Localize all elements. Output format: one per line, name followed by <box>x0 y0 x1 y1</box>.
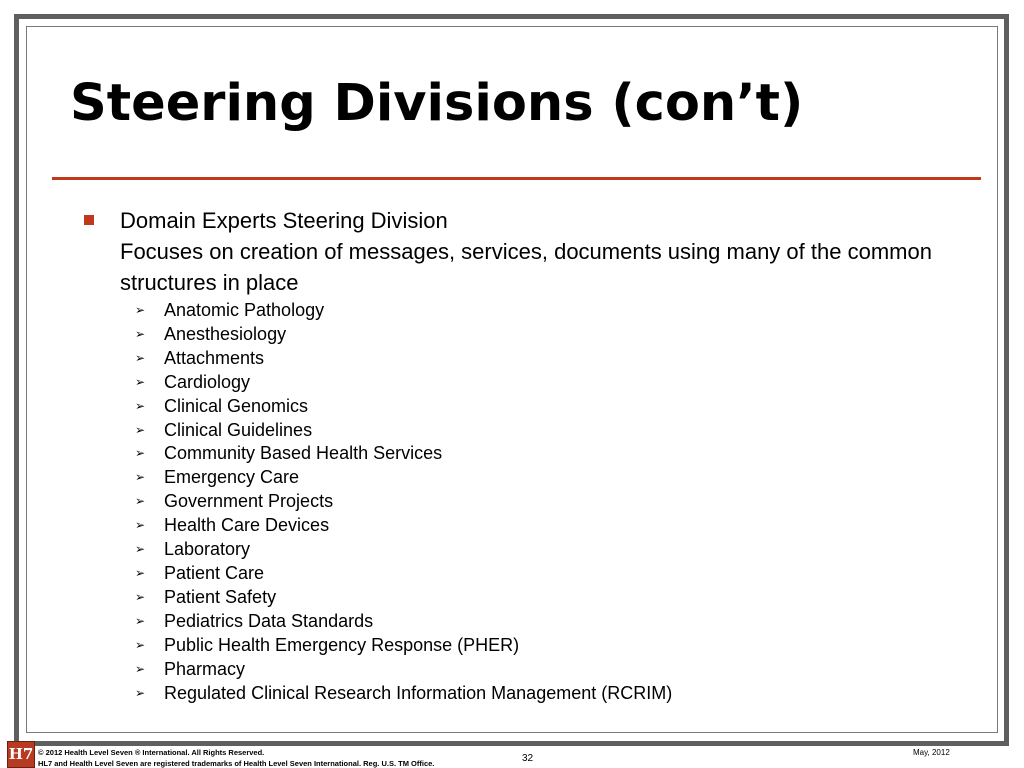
hl7-logo <box>7 741 35 768</box>
list-item-label: Attachments <box>164 347 265 368</box>
slide-title: Steering Divisions (con’t) <box>70 74 804 133</box>
list-item-label: Government Projects <box>164 491 334 512</box>
bullet-domain-experts <box>82 205 982 298</box>
list-item <box>135 490 982 514</box>
arrow-bullet-icon: ➢ <box>135 494 146 509</box>
hl7-logo-text: H7 <box>8 745 34 763</box>
footer-trademark: HL7 and Health Level Seven are registered trademarks of Health Level Seven International. Reg. U.S. TM Office. <box>38 759 435 768</box>
work-group-list <box>82 299 982 705</box>
square-bullet-icon <box>84 215 94 225</box>
list-item-label: Health Care Devices <box>164 515 330 536</box>
arrow-bullet-icon: ➢ <box>135 374 146 389</box>
list-item <box>135 419 982 443</box>
arrow-bullet-icon: ➢ <box>135 518 146 533</box>
list-item <box>135 514 982 538</box>
bullet-heading: Domain Experts Steering Division <box>120 208 448 233</box>
arrow-bullet-icon: ➢ <box>135 542 146 557</box>
list-item <box>135 658 982 682</box>
list-item <box>135 682 982 706</box>
arrow-bullet-icon: ➢ <box>135 303 146 317</box>
list-item <box>135 586 982 610</box>
footer-date: May, 2012 <box>913 748 950 757</box>
list-item-label: Laboratory <box>164 539 251 560</box>
arrow-bullet-icon: ➢ <box>135 470 146 485</box>
arrow-bullet-icon: ➢ <box>135 685 146 700</box>
list-item <box>135 347 982 371</box>
arrow-bullet-icon: ➢ <box>135 565 146 580</box>
list-item-label: Patient Safety <box>164 586 277 607</box>
page-number: 32 <box>522 753 534 764</box>
list-item <box>135 442 982 466</box>
list-item <box>135 299 982 323</box>
arrow-bullet-icon: ➢ <box>135 326 146 341</box>
list-item-label: Anatomic Pathology <box>164 300 325 320</box>
list-item-label: Community Based Health Services <box>164 443 443 464</box>
list-item-label: Clinical Genomics <box>164 395 309 416</box>
list-item-label: Pharmacy <box>164 658 246 679</box>
list-item-label: Anesthesiology <box>164 323 287 344</box>
slide-content <box>82 205 982 705</box>
list-item <box>135 562 982 586</box>
arrow-bullet-icon: ➢ <box>135 350 146 365</box>
list-item-label: Public Health Emergency Response (PHER) <box>164 634 520 655</box>
arrow-bullet-icon: ➢ <box>135 589 146 604</box>
arrow-bullet-icon: ➢ <box>135 613 146 628</box>
list-item-label: Clinical Guidelines <box>164 419 313 440</box>
arrow-bullet-icon: ➢ <box>135 398 146 413</box>
list-item-label: Regulated Clinical Research Information Management (RCRIM) <box>164 682 673 703</box>
list-item-label: Cardiology <box>164 371 251 392</box>
list-item-label: Pediatrics Data Standards <box>164 610 374 631</box>
list-item <box>135 395 982 419</box>
list-item-label: Patient Care <box>164 562 265 583</box>
list-item <box>135 323 982 347</box>
arrow-bullet-icon: ➢ <box>135 661 146 676</box>
list-item <box>135 634 982 658</box>
bullet-description: Focuses on creation of messages, services, documents using many of the common structures in place <box>120 239 932 295</box>
arrow-bullet-icon: ➢ <box>135 637 146 652</box>
list-item <box>135 466 982 490</box>
arrow-bullet-icon: ➢ <box>135 422 146 437</box>
footer-copyright: © 2012 Health Level Seven ® International. All Rights Reserved. <box>38 748 265 757</box>
list-item <box>135 538 982 562</box>
list-item <box>135 610 982 634</box>
arrow-bullet-icon: ➢ <box>135 446 146 461</box>
list-item <box>135 371 982 395</box>
list-item-label: Emergency Care <box>164 467 300 488</box>
title-divider <box>52 177 981 180</box>
